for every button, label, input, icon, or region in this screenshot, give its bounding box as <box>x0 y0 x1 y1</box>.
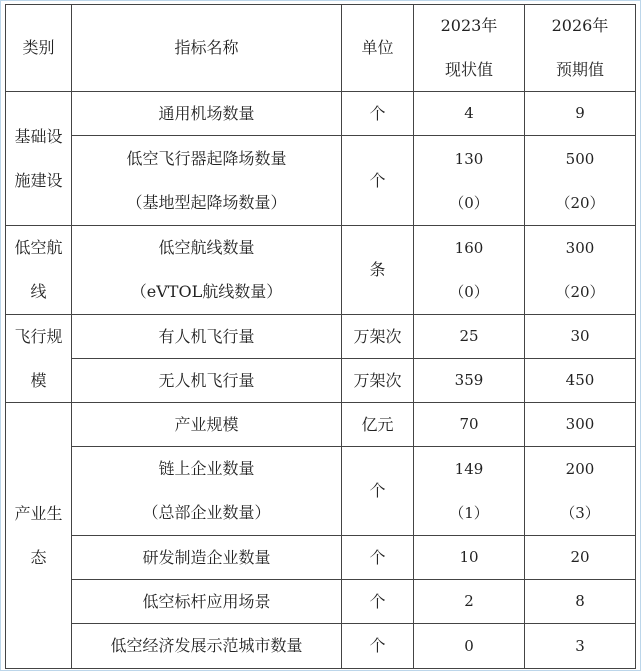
table-row <box>6 403 636 447</box>
indicator-unit: 个 <box>342 536 414 580</box>
indicator-name: 低空飞行器起降场数量 （基地型起降场数量） <box>72 136 342 226</box>
indicator-name: 研发制造企业数量 <box>72 536 342 580</box>
table-row <box>6 447 636 536</box>
current-value: 25 <box>414 315 525 359</box>
target-value: 300 （20） <box>525 226 636 315</box>
header-category: 类别 <box>6 5 72 92</box>
table-row <box>6 580 636 624</box>
header-target-year: 2026年 <box>551 16 609 35</box>
indicator-unit: 个 <box>342 92 414 136</box>
current-value: 160 （0） <box>414 226 525 315</box>
current-value: 10 <box>414 536 525 580</box>
target-value: 8 <box>525 580 636 624</box>
indicator-unit: 万架次 <box>342 359 414 403</box>
indicator-name: 有人机飞行量 <box>72 315 342 359</box>
indicator-name: 低空经济发展示范城市数量 <box>72 624 342 669</box>
indicator-unit: 万架次 <box>342 315 414 359</box>
current-value: 2 <box>414 580 525 624</box>
indicator-unit: 亿元 <box>342 403 414 447</box>
indicator-name: 低空航线数量 （eVTOL航线数量） <box>72 226 342 315</box>
target-value: 30 <box>525 315 636 359</box>
current-value: 70 <box>414 403 525 447</box>
indicator-name: 链上企业数量 （总部企业数量） <box>72 447 342 536</box>
current-value: 4 <box>414 92 525 136</box>
category-cell: 基础设 施建设 <box>6 92 72 226</box>
target-value: 500 （20） <box>525 136 636 226</box>
category-cell: 低空航 线 <box>6 226 72 315</box>
current-value: 130 （0） <box>414 136 525 226</box>
indicator-table <box>5 4 636 669</box>
current-value: 149 （1） <box>414 447 525 536</box>
header-target-label: 预期值 <box>555 60 604 79</box>
table-row <box>6 536 636 580</box>
category-cell: 飞行规 模 <box>6 315 72 403</box>
header-row <box>6 5 636 92</box>
indicator-name: 通用机场数量 <box>72 92 342 136</box>
category-cell: 产业生 态 <box>6 403 72 669</box>
current-value: 359 <box>414 359 525 403</box>
indicator-unit: 条 <box>342 226 414 315</box>
indicator-unit: 个 <box>342 136 414 226</box>
target-value: 3 <box>525 624 636 669</box>
table-row <box>6 624 636 669</box>
current-value: 0 <box>414 624 525 669</box>
table-row <box>6 136 636 226</box>
header-unit: 单位 <box>342 5 414 92</box>
indicator-unit: 个 <box>342 624 414 669</box>
target-value: 450 <box>525 359 636 403</box>
indicator-name: 无人机飞行量 <box>72 359 342 403</box>
indicator-unit: 个 <box>342 447 414 536</box>
table-row <box>6 226 636 315</box>
header-current <box>414 5 525 92</box>
table-row <box>6 315 636 359</box>
table-row <box>6 92 636 136</box>
header-current-year: 2023年 <box>440 16 498 35</box>
header-current-label: 现状值 <box>444 60 493 79</box>
header-indicator: 指标名称 <box>72 5 342 92</box>
header-target <box>525 5 636 92</box>
indicator-name: 低空标杆应用场景 <box>72 580 342 624</box>
indicator-name: 产业规模 <box>72 403 342 447</box>
target-value: 20 <box>525 536 636 580</box>
target-value: 300 <box>525 403 636 447</box>
indicator-unit: 个 <box>342 580 414 624</box>
target-value: 9 <box>525 92 636 136</box>
table-row <box>6 359 636 403</box>
target-value: 200 （3） <box>525 447 636 536</box>
